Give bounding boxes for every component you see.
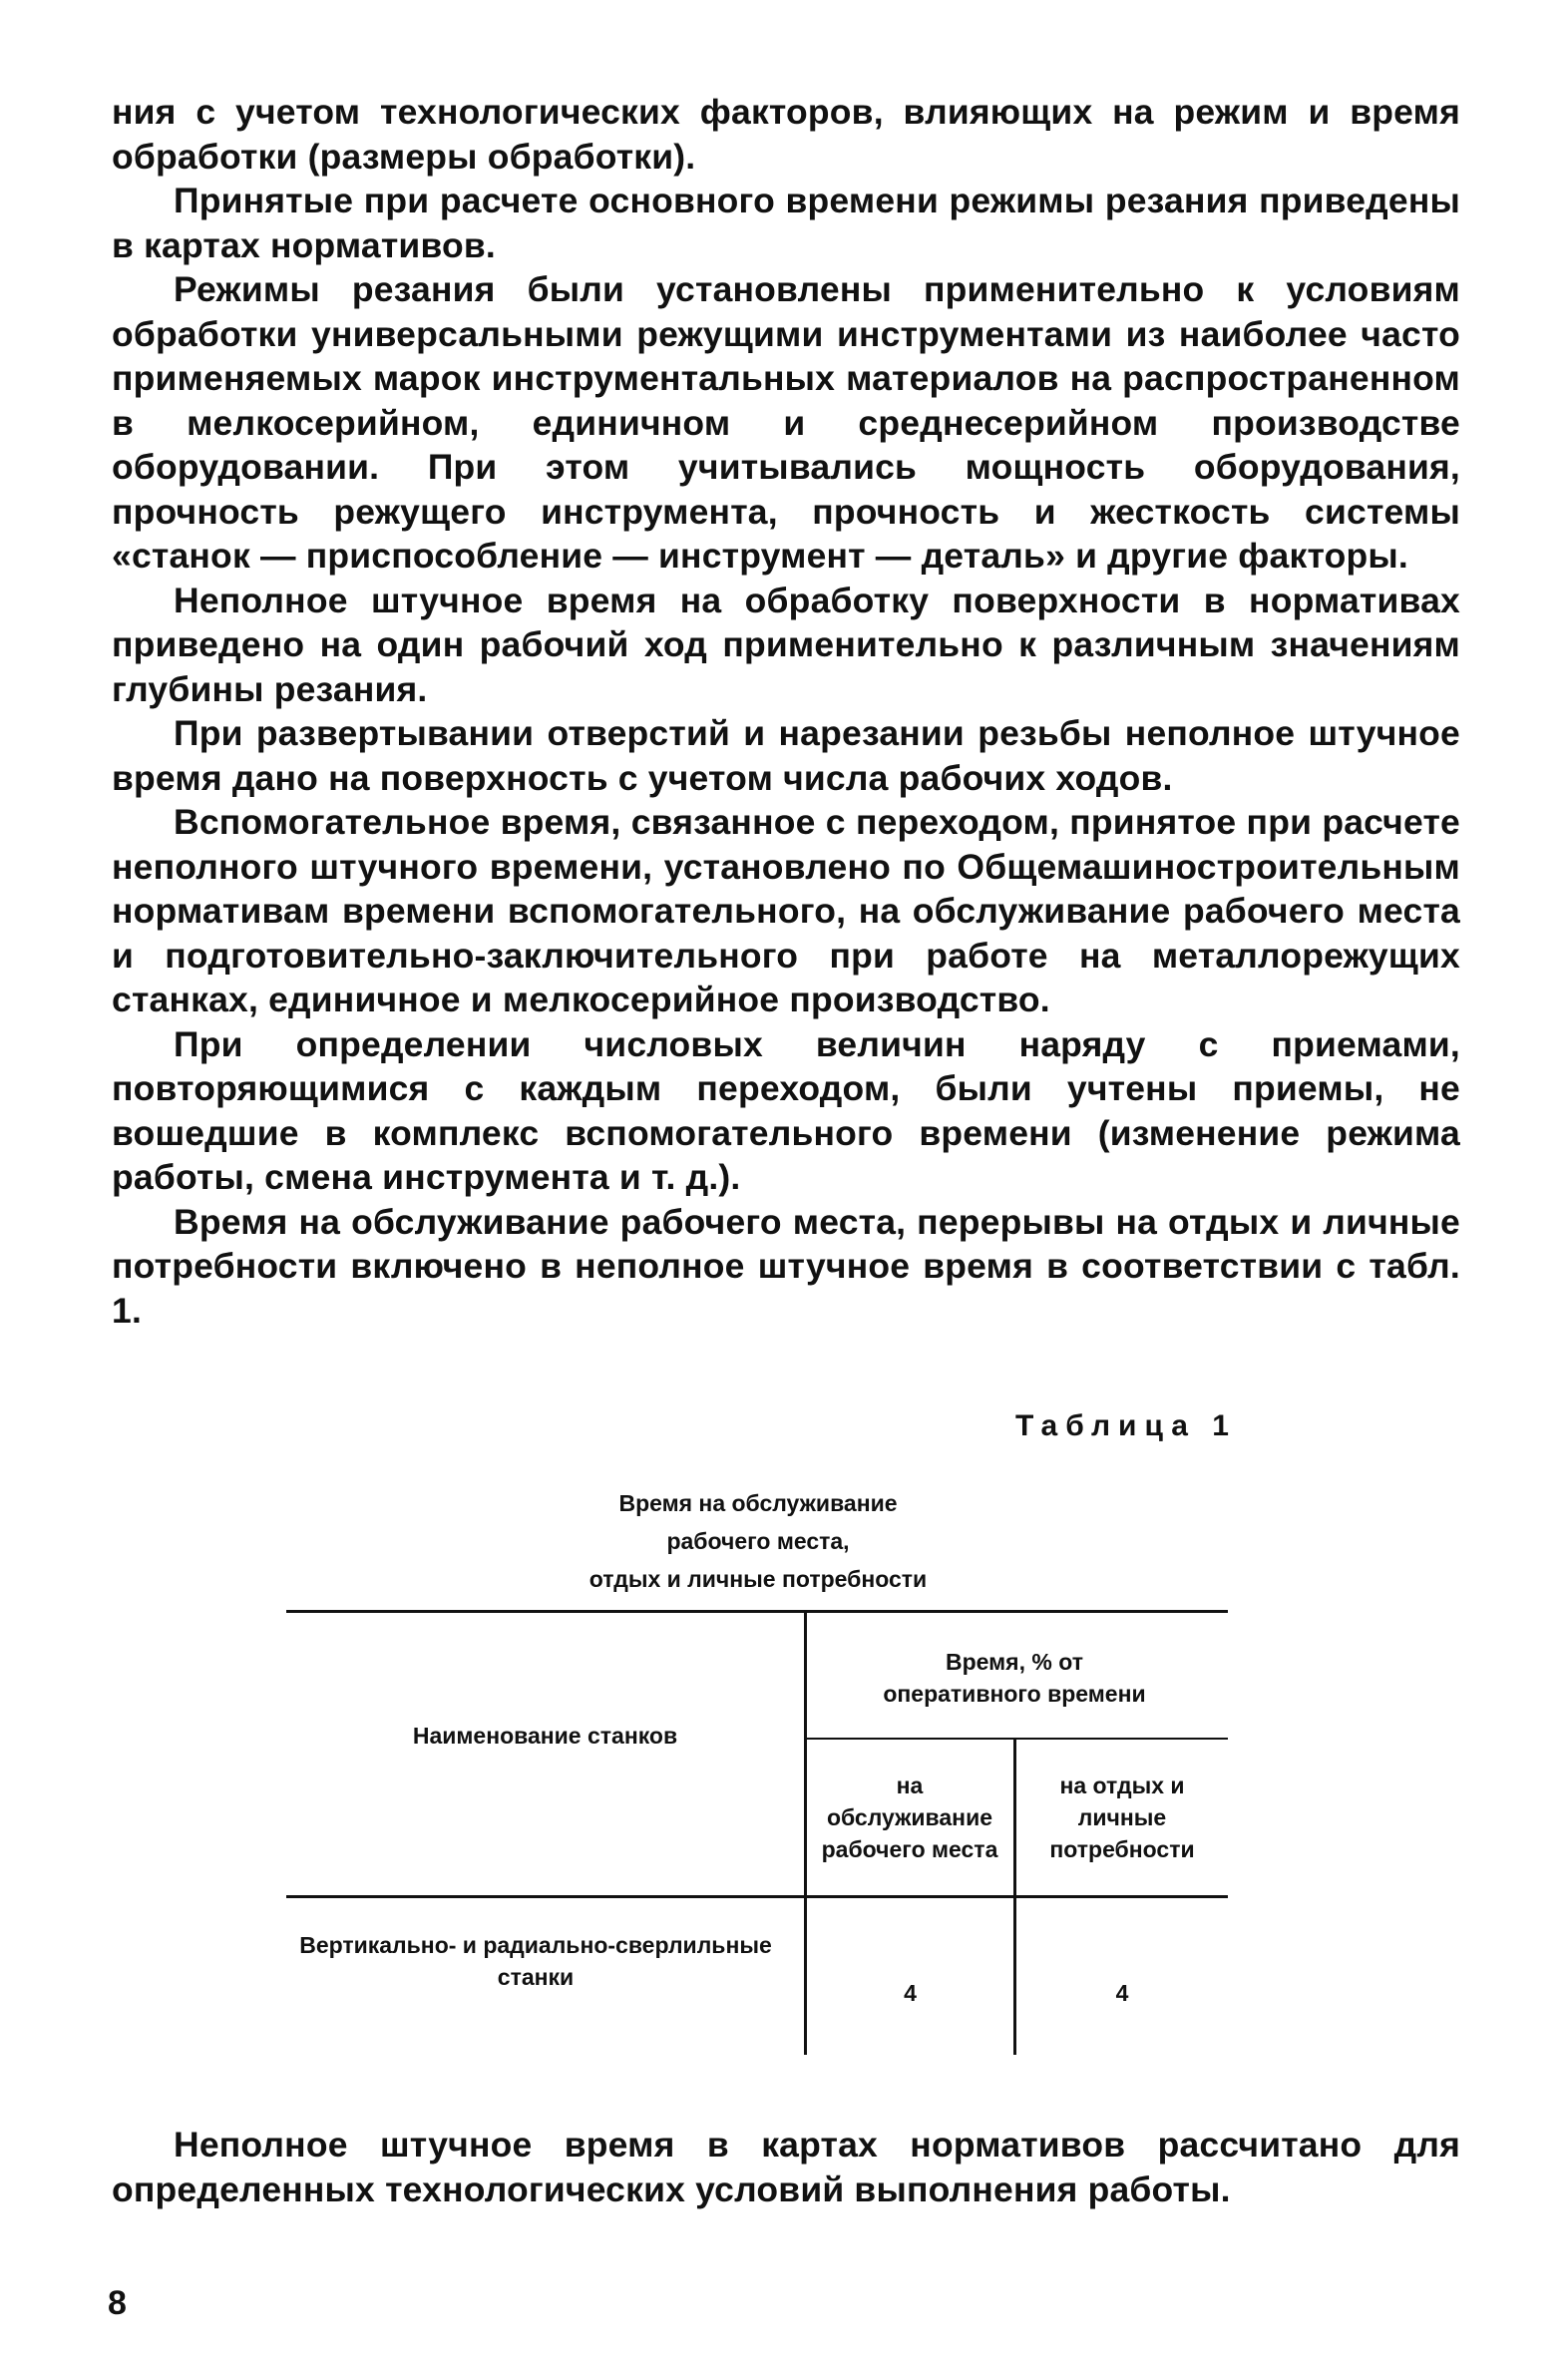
paragraph: Время на обслуживание рабочего места, перерывы на отдых и личные потребности включено в неполное штучное время в соответствии с табл. 1.: [112, 1201, 1460, 1331]
row-machine-name: Вертикально- и радиально-сверлильные станки: [299, 1932, 772, 1990]
body-text-top: [112, 90, 1460, 1333]
table-title-line: Время на обслуживание: [618, 1490, 898, 1516]
table-caption: Таблица 1: [1014, 1409, 1237, 1442]
header-service-workplace: на обслуживание рабочего места: [821, 1773, 998, 1862]
header-time-percent: Время, % от оперативного времени: [883, 1649, 1146, 1707]
row-value-rest: 4: [1115, 1980, 1129, 2006]
paragraph: При развертывании отверстий и нарезании резьбы неполное штучное время дано на поверхность с учетом числа рабочих ходов.: [112, 713, 1460, 798]
body-text-bottom: [112, 2123, 1460, 2211]
paragraph: При определении числовых величин наряду с приемами, повторяющимися с каждым переходом, были учтены приемы, не вошедшие в комплекс вспомогательного времени (изменение режима работы, смена инструмента и т. д.).: [112, 1023, 1460, 1197]
paragraph: Неполное штучное время на обработку поверхности в нормативах приведено на один рабочий ход применительно к различным значениям глубины резания.: [112, 580, 1460, 709]
paragraph: ния с учетом технологических факторов, влияющих на режим и время обработки (размеры обработки).: [112, 92, 1460, 177]
header-rest-needs: на отдых и личные потребности: [1049, 1773, 1195, 1862]
paragraph: Принятые при расчете основного времени режимы резания приведены в картах нормативов.: [112, 181, 1460, 265]
table-title-line: рабочего места,: [666, 1528, 850, 1554]
paragraph: Вспомогательное время, связанное с переходом, принятое при расчете неполного штучного времени, установлено по Общемашиностроительным нормативам времени вспомогательного, на обслуживание рабочего места и подготовительно-заключительного при работе на металлорежущих станках, единичное и мелкосерийное производство.: [112, 802, 1460, 1019]
paragraph: Режимы резания были установлены применительно к условиям обработки универсальными режущими инструментами из наиболее часто применяемых марок инструментальных материалов на распространенном в мелкосерийном, единичном и среднесерийном производстве оборудовании. При этом учитывались мощность оборудования, прочность режущего инструмента, прочность и жесткость системы «станок — приспособление — инструмент — деталь» и другие факторы.: [112, 269, 1460, 576]
header-machine-name: Наименование станков: [412, 1723, 678, 1749]
machine-time-table: [286, 1610, 1228, 2055]
table-header-bottom-rule: [286, 1895, 1228, 1898]
page-number: 8: [108, 2284, 127, 2322]
table-group-rule: [805, 1738, 1228, 1740]
row-value-service: 4: [904, 1980, 917, 2006]
paragraph: Неполное штучное время в картах нормативов рассчитано для определенных технологических условий выполнения работы.: [112, 2125, 1460, 2209]
table-title-line: отдых и личные потребности: [588, 1566, 928, 1592]
table-top-rule: [286, 1610, 1228, 1613]
table-title: [459, 1484, 1057, 1598]
